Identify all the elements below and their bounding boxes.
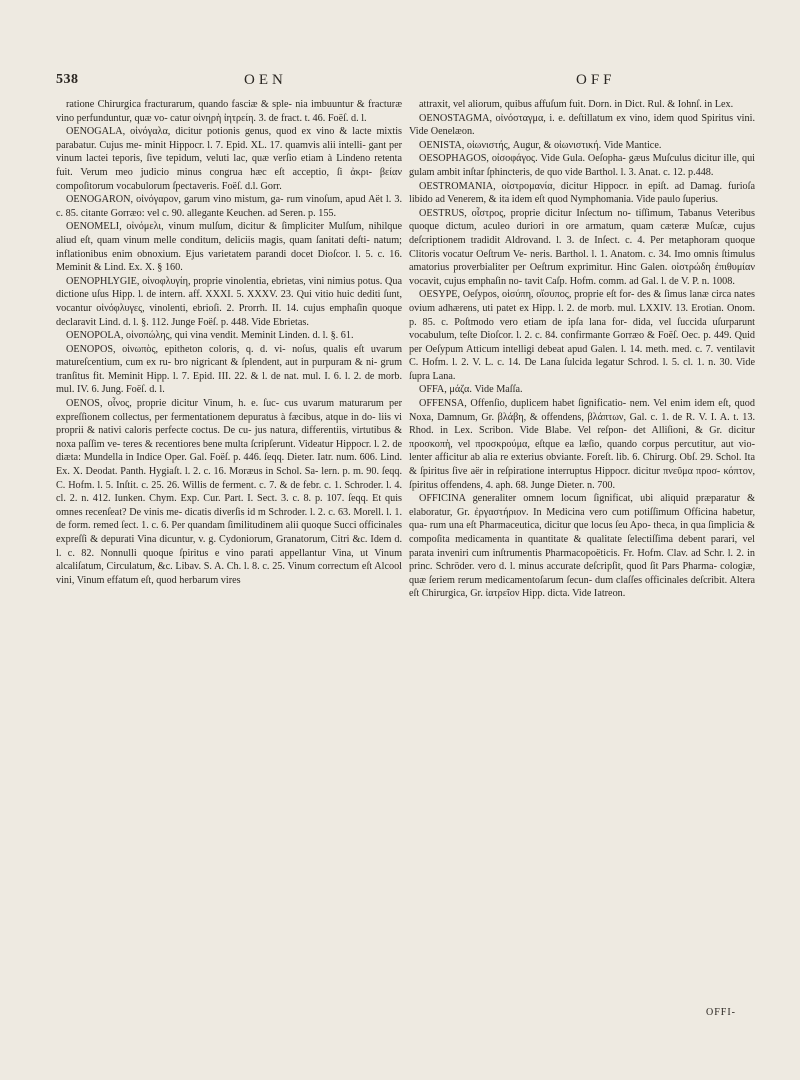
right-column-heading: OFF xyxy=(576,72,616,88)
left-column xyxy=(56,98,402,587)
entry-oestromania: OESTROMANIA, οἰστρομανία, dicitur Hippocr. in epiſt. ad Damag. furioſa libido ad Venerem, & ita idem eſt quod Nymphomania. Vide paulo ſuperius. xyxy=(409,180,755,206)
entry-oenomeli: OENOMELI, οἰνόμελι, vinum mulſum, dicitur & ſimpliciter Mulſum, nihilque aliud eſt, quam vinum melle conditum, deliciis magis, quam ſanitati deſti- natum; inflationibus enim obnoxium. Ejus varietatem parandi docet Dioſcor. l. 5. c. 16. Meminit & Lind. Ex. X. § 160. xyxy=(56,221,402,274)
entry-oenogaron: OENOGARON, οἰνόγαρον, garum vino mistum, ga- rum vinoſum, apud Aët l. 3. c. 85. citante Gorræo: vel c. 90. allegante Keuchen. ad Seren. p. 155. xyxy=(56,194,402,219)
entry-oenogala: OENOGALA, οἰνόγαλα, dicitur potionis genus, quod ex vino & lacte mixtis parabatur. Cujus me- minit Hippocr. l. 7. Epid. XL. 17. quamvis alii intelli- gant per vinum lactei teporis, ſive tepidum, veluti lac, quæ verſio etiam à Lindeno retenta fuit. Verum meo judicio minus congrua hæc eſt acceptio, ſi ἀκρι- βείαν compoſitorum vocabulorum ſpectaveris. Foëſ. d.l. Gorr. xyxy=(56,126,402,192)
entry-oenista: OENISTA, οἰωνιστής, Augur, & οἰωνιστική. Vide Mantice. xyxy=(419,139,662,151)
entry-oesype: OESYPE, Oeſypos, οἰσύπη, οἴσυπος, proprie eſt for- des & ſimus lanæ circa nates ovium adhærens, uti patet ex Hipp. l. 2. de morb. mul. LXXIV. 13. Erotian. Onom. p. 85. c. Poſtmodo vero etiam de ipſa lana for- dida, vel ſuccida uſurparunt vocabulum, teſte Dioſcor. l. 2. c. 84. confirmante Gorræo & Foëſ. Oec. p. 449. Quid per Oeſypum Atticum intelligi debeat apud Galen. l. 14. meth. med. c. 7. ventilavit C. Hofm. l. 2. V. L. c. 14. De Lana ſulcida legatur Schrod. l. 5. cl. 1. n. 30. Vide ſupra Lana. xyxy=(409,289,755,382)
entry-offensa: OFFENSA, Offenſio, duplicem habet ſignificatio- nem. Vel enim idem eſt, quod Noxa, Damnum, Gr. βλάβη, & offendens, βλάπτων, Gal. c. 1. de R. V. I. A. t. 13. Rhod. in Lex. Scribon. Vide Blabe. Vel reſpon- det Alliſioni, & Gr. dicitur προσκοπὴ, vel προσκρούμα, eſtque ea læſio, quando corpus percutitur, aut vio- lenter afficitur ab alia re exterius obviante. Foreſt. lib. 6. Chirurg. Obſ. 29. Schol. Ita & ſpiritus ſive aër in reſpiratione interruptus Hippocr. dicitur πνεῦμα προσ- κόπτον, ſpiritus offendens, 4. aph. 68. Junge Dieter. n. 700. xyxy=(409,398,755,491)
entry-oenopola: OENOPOLA, οἰνοπώλης, qui vina vendit. Meminit Linden. d. l. §. 61. xyxy=(66,330,354,342)
entry-oenostagma: OENOSTAGMA, οἰνόσταγμα, i. e. deſtillatum ex vino, idem quod Spiritus vini. Vide Oenelæon. xyxy=(409,112,755,138)
entry-offa: OFFA, μάζα. Vide Maſſa. xyxy=(419,384,523,396)
left-column-heading: OEN xyxy=(244,72,287,88)
entry-oenos: OENOS, οἶνος, proprie dicitur Vinum, h. e. ſuc- cus uvarum maturarum per expreſſionem collectus, per fermentationem depuratus à fæcibus, atque in do- liis vi proprii & nativi caloris perfecte coctus. De cu- jus natura, differentiis, virtutibus & noxa paſſim ve- teres & recentiores bene multa ſcripſerunt. Videatur Hippocr. l. 2. de diæta: Mundella in Indice Oper. Gal. Foëſ. p. 446. ſeqq. Dieter. Iatr. num. 606. Lind. Ex. X. Deodat. Panth. Hygiaſt. l. 2. c. 16. Moræus in Schol. Sa- lern. p. m. 90. ſeqq. C. Hofm. l. 5. Inſtit. c. 25. 26. Willis de ferment. c. 7. & de febr. c. 1. Schroder. l. 4. cl. 2. n. 412. Iunken. Chym. Exp. Cur. Part. I. Sect. 3. c. 8. p. 107. ſeqq. Et quis omnes recenſeat? De vinis me- dicatis diverſis id m Schroder. l. 2. c. 63. Morell. l. 1. de form. remed ſect. 1. c. 6. Per quandam ſimilitudinem alii quoque Succi officinales expreſſi & depurati Vina dicuntur, v. g. Cydoniorum, Granatorum, Citri &c. Idem d. l. c. 82. Nonnulli quoque ſpiritus e vino parati appellantur Vina, ut Vinum alcaliſatum, Circulatum, &c. Libav. S. A. Ch. l. 8. c. 25. Vinum correctum eſt Alcool vini, Vinum effatum eſt, quod herbarum vires xyxy=(56,398,402,586)
entry-oestrus: OESTRUS, οἶστρος, proprie dicitur Inſectum no- tiſſimum, Tabanus Veteribus quoque dictum, aculeo duriori in ore armatum, quam cæteræ Muſcæ, cujus deſcriptionem tradidit Aldrovand. l. 3. de Inſect. c. 4. Per metaphoram quoque Clitoris vocatur Oeſtrum Ve- neris. Barthol. l. 1. Anatom. c. 34. Imo omnis ſtimulus amatorius proverbialiter per Oeſtrum exprimitur. Hinc Galen. οἰστρώδη ἐπιθυμίαν vocavit, cujus emphaſin no- tavit Caſp. Hofm. comm. ad Gal. l. de V. P. n. 1008. xyxy=(409,207,755,287)
page-number: 538 xyxy=(56,72,79,87)
entry: ratione Chirurgica fracturarum, quando fasciæ & sple- nia imbuuntur & fracturæ vino perfunduntur, quæ vo- catur οἰνηρὴ ἰητρείη. 3. de fract. t. 46. Foëſ. d. l. xyxy=(56,99,402,124)
entry-oenopos: OENOPOS, οἰνωπὸς, epitheton coloris, q. d. vi- noſus, qualis eſt uvarum matureſcentium, cum ex ru- bro nigricant & ſplendent, aut in purpuram & ni- grum tranſitus fit. Meminit Hipp. l. 7. Epid. III. 22. & l. de nat. mul. I. 6. l. 2. de morb. mul. IV. 6. Jung. Foëſ. d. l. xyxy=(56,343,402,396)
right-column xyxy=(409,98,755,601)
running-header xyxy=(56,72,756,94)
entry-oesophagos: OESOPHAGOS, οἰσοφάγος. Vide Gula. Oeſopha- gæus Muſculus dicitur ille, qui gulam ambit inſtar ſphincteris, de quo vide Barthol. l. 3. Anat. c. 12. p.448. xyxy=(409,153,755,178)
entry-oenophlygie: OENOPHLYGIE, οἰνοφλυγίη, proprie vinolentia, ebrietas, vini nimius potus. Qua dictione uſus Hipp. l. de intern. aff. XXXI. 5. XXXV. 23. Qui vitio huic dediti ſunt, vocantur οἰνόφλυγες, vinolenti, ebrioſi. 2. Prorrh. II. 14. cujus emphaſin quoque declaravit Lind. d. l. §. 112. Junge Foëſ. p. 448. Vide Ebrietas. xyxy=(56,275,402,328)
entry-officina: OFFICINA generaliter omnem locum ſignificat, ubi aliquid præparatur & elaboratur, Gr. ἐργαστήριον. In Medicina vero cum potiſſimum Officina habetur, qua- rum una eſt Pharmaceutica, dicitur que locus ſeu Apo- theca, in qua ſimplicia & compoſita medicamenta in quantitate & qualitate ſelectiſſima debent parari, vel parata inveniri cum inſtrumentis Pharmacopoëticis. Fr. Hofm. Clav. ad Schr. l. 2. in princ. Schröder. vero d. l. minus accurate deſcripſit, quod ſit Pars Pharma- cologiæ, quæ ſeriem rerum medicamentoſarum ſecun- dum claſſes officinales deſcribit. Altera eſt Chirurgica, Gr. ἰατρεῖον Hipp. dicta. Vide Iatreon. xyxy=(409,493,755,600)
entry: attraxit, vel aliorum, quibus affuſum fuit. Dorn. in Dict. Rul. & Iohnſ. in Lex. xyxy=(419,99,734,110)
catchword: OFFI- xyxy=(706,1007,737,1018)
